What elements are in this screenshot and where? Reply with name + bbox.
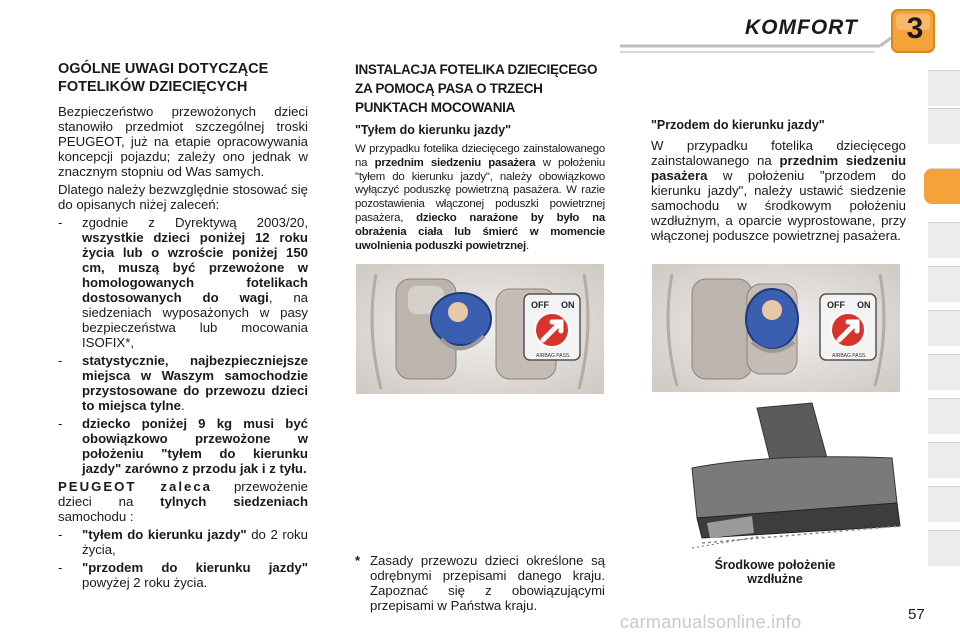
- paragraph: W przypadku fotelika dziecięcego zainstalowanego na przednim siedzeniu pasażera w położeniu "tyłem do kierunku jazdy", należy obowiązkowo wyłączyć poduszkę powietrzną pasażera. W razie pozostawienia włączonej poduszki powietrznej pasażera, dziecko narażone by było na obrażenia ciała lub śmierć w momencie uwolnienia poduszki powietrznej.: [355, 143, 605, 252]
- chapter-tab[interactable]: [928, 530, 960, 566]
- chapter-tabs: [928, 70, 960, 570]
- chapter-tab[interactable]: [928, 108, 960, 144]
- list-item: - dziecko poniżej 9 kg musi być obowiązkowo przewożone w położeniu "tyłem do kierunku jazdy" zarówno z przodu jak i z tyłu.: [58, 416, 308, 476]
- column-forward-facing: [651, 118, 906, 246]
- svg-text:OFF: OFF: [827, 300, 845, 310]
- car-seat-illustration: [652, 264, 900, 392]
- list-item: - zgodnie z Dyrektywą 2003/20, wszystkie dzieci poniżej 12 roku życia lub o wzroście poniżej 150 cm, muszą być przewożone w homologowanych fotelikach dostosowanych do wagi, na siedzeniach wyposażonych w pasy bezpieczeństwa lub mocowania ISOFIX*,: [58, 215, 308, 350]
- figure-seat-side-view: [652, 398, 907, 556]
- chapter-tab[interactable]: [928, 266, 960, 302]
- list-item: - statystycznie, najbezpieczniejsze miejsca w Waszym samochodzie przystosowane do przewozu dzieci to miejsca tylne.: [58, 353, 308, 413]
- svg-text:OFF: OFF: [531, 300, 549, 310]
- chapter-tab[interactable]: [928, 398, 960, 434]
- column-rear-facing: [355, 60, 605, 253]
- section-heading: INSTALACJA FOTELIKA DZIECIĘCEGO ZA POMOCĄ PASA O TRZECH PUNKTACH MOCOWANIA: [355, 62, 598, 115]
- chapter-number: 3: [906, 12, 924, 45]
- footnote-marker: *: [355, 553, 361, 568]
- age-list: [58, 527, 308, 590]
- figure-forward-facing-seat: [652, 264, 900, 392]
- paragraph: Bezpieczeństwo przewożonych dzieci stanowiło przedmiot szczególnej troski PEUGEOT, już na etapie opracowywania koncepcji pojazdu; zależy ono jednak w znacznym stopniu od Was samych.: [58, 104, 308, 179]
- list-item: - "przodem do kierunku jazdy" powyżej 2 roku życia.: [58, 560, 308, 590]
- chapter-tab-active[interactable]: [924, 168, 960, 204]
- chapter-tab[interactable]: [928, 222, 960, 258]
- list-item: - "tyłem do kierunku jazdy" do 2 roku życia,: [58, 527, 308, 557]
- figure-caption: Środkowe położenie wzdłużne: [714, 558, 836, 586]
- paragraph: Dlatego należy bezwzględnie stosować się do opisanych niżej zaleceń:: [58, 182, 308, 212]
- chapter-tab[interactable]: [928, 354, 960, 390]
- svg-text:AIRBAG PASS.: AIRBAG PASS.: [832, 353, 867, 359]
- watermark: carmanualsonline.info: [620, 612, 802, 632]
- car-seat-illustration: [356, 264, 604, 394]
- recommendation-list: [58, 215, 308, 476]
- footnote-text: Zasady przewozu dzieci określone są odrębnymi przepisami danego kraju. Zapoznać się z obowiązującymi przepisami w Państwa kraju.: [370, 553, 605, 613]
- chapter-tab[interactable]: [928, 486, 960, 522]
- figure-rear-facing-seat: [356, 264, 604, 394]
- svg-text:AIRBAG PASS.: AIRBAG PASS.: [536, 353, 571, 359]
- chapter-tab[interactable]: [928, 310, 960, 346]
- paragraph: PEUGEOT zaleca przewożenie dzieci na tylnych siedzeniach samochodu :: [58, 479, 308, 524]
- section-heading: OGÓLNE UWAGI DOTYCZĄCE FOTELIKÓW DZIECIĘCYCH: [58, 61, 269, 95]
- chapter-tab[interactable]: [928, 442, 960, 478]
- footnote: [355, 553, 605, 613]
- subheading-forward-facing: "Przodem do kierunku jazdy": [651, 118, 825, 132]
- svg-text:ON: ON: [857, 300, 871, 310]
- paragraph: W przypadku fotelika dziecięcego zainstalowanego na przednim siedzeniu pasażera w położeniu "przodem do kierunku jazdy", należy ustawić siedzenie samochodu w środkowym położeniu wzdłużnym, a oparcie wyprostowane, przy włączonej poduszce powietrznej pasażera.: [651, 138, 906, 243]
- svg-text:ON: ON: [561, 300, 575, 310]
- subheading-rear-facing: "Tyłem do kierunku jazdy": [355, 123, 512, 137]
- column-general-notes: [58, 60, 308, 593]
- page-number: 57: [908, 606, 925, 623]
- chapter-title: KOMFORT: [745, 16, 858, 39]
- chapter-tab[interactable]: [928, 70, 960, 106]
- seat-side-illustration: [652, 398, 907, 556]
